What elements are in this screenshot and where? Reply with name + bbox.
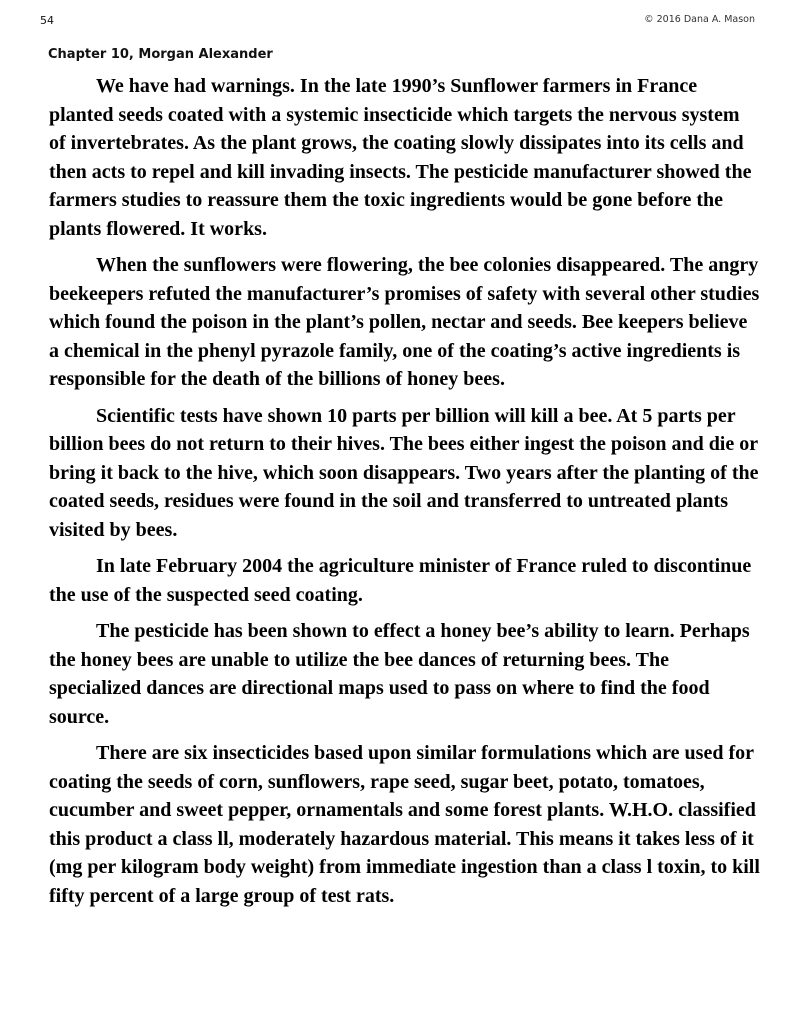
page-number: 54: [40, 14, 54, 27]
paragraph-six-insecticides: There are six insecticides based upon similar formulations which are used for coating the seeds of corn, sunflowers, rape seed, sugar beet, potato, tomatoes, cucumber and sweet pepper, ornamentals and some forest plants. W.H.O. classified this product a class ll, moderately hazardous material. This means it takes less of it (mg per kilogram body weight) from immediate ingestion than a class l toxin, to kill fifty percent of a large group of test rats.: [49, 742, 760, 907]
paragraph-bee-learning: The pesticide has been shown to effect a honey bee’s ability to learn. Perhaps the honey bees are unable to utilize the bee dances of returning bees. The specialized dances are directional maps used to pass on where to find the food source.: [49, 620, 750, 728]
paragraph-scientific-tests: Scientific tests have shown 10 parts per billion will kill a bee. At 5 parts per billion bees do not return to their hives. The bees either ingest the poison and die or bring it back to the hive, which soon disappears. Two years after the planting of the coated seeds, residues were found in the soil and transferred to untreated plants visited by bees.: [49, 404, 759, 541]
chapter-heading: Chapter 10, Morgan Alexander: [48, 47, 273, 62]
body-text: [49, 72, 761, 918]
copyright-notice: © 2016 Dana A. Mason: [644, 14, 755, 25]
paragraph-ban-2004: In late February 2004 the agriculture minister of France ruled to discontinue the use of the suspected seed coating.: [49, 555, 752, 606]
paragraph-colonies-disappeared: When the sunflowers were flowering, the bee colonies disappeared. The angry beekeepers refuted the manufacturer’s promises of safety with several other studies which found the poison in the plant’s pollen, nectar and seeds. Bee keepers believe a chemical in the phenyl pyrazole family, one of the coating’s active ingredients is responsible for the death of the billions of honey bees.: [49, 254, 760, 390]
page-header: [0, 0, 800, 40]
paragraph-warnings: We have had warnings. In the late 1990’s Sunflower farmers in France planted seeds coated with a systemic insecticide which targets the nervous system of invertebrates. As the plant grows, the coating slowly dissipates into its cells and then acts to repel and kill invading insects. The pesticide manufacturer showed the farmers studies to reassure them the toxic ingredients would be gone before the plants flowered. It works.: [49, 75, 752, 240]
